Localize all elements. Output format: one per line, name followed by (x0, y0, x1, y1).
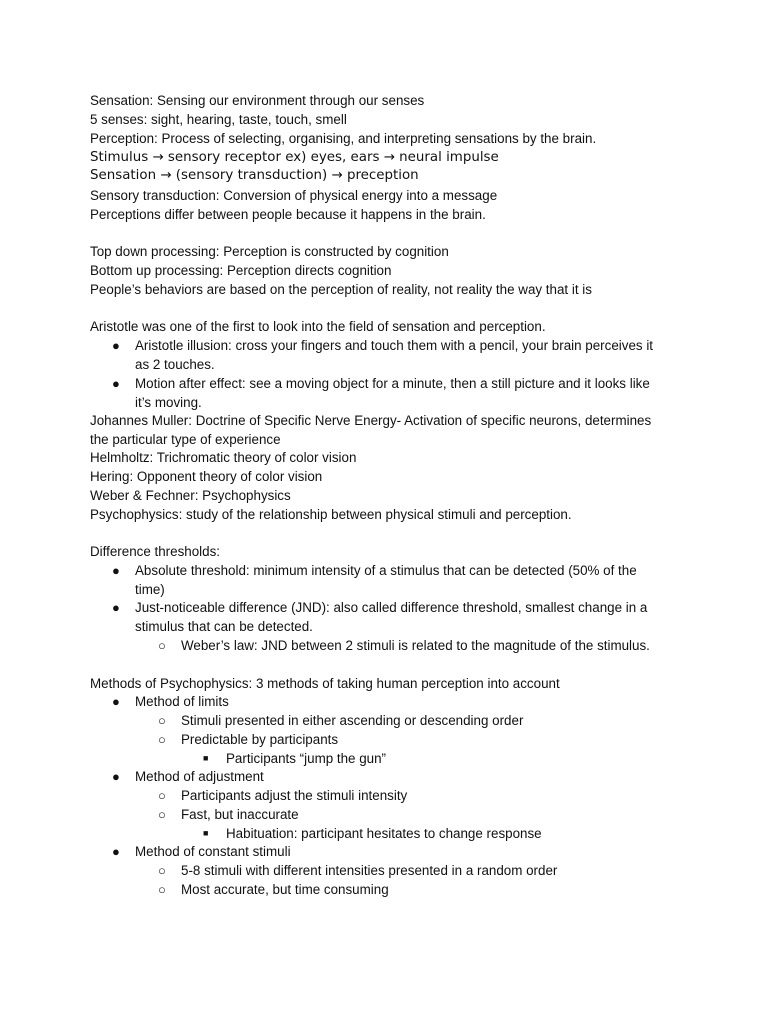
list-item: Weber’s law: JND between 2 stimuli is related to the magnitude of the stimulus. (181, 638, 650, 653)
text-line: Sensation → (sensory transduction) → preception (90, 168, 419, 183)
list-item: Fast, but inaccurate (181, 807, 299, 822)
list-item: Participants “jump the gun” (226, 751, 387, 766)
list-item: Method of constant stimuli (135, 844, 291, 859)
list-item: Absolute threshold: minimum intensity of a stimulus that can be detected (50% of the (135, 563, 637, 578)
text-line: Weber & Fechner: Psychophysics (90, 488, 291, 503)
bullet-icon: ● (112, 694, 120, 709)
text-line: Helmholtz: Trichromatic theory of color vision (90, 450, 357, 465)
list-item: Motion after effect: see a moving object for a minute, then a still picture and it looks like (135, 376, 650, 391)
list-item: Most accurate, but time consuming (181, 882, 389, 897)
circle-bullet-icon: ○ (158, 638, 166, 653)
text-line: People’s behaviors are based on the perception of reality, not reality the way that it is (90, 282, 592, 297)
bullet-icon: ● (112, 600, 120, 615)
text-line: Difference thresholds: (90, 544, 221, 559)
text-line: 5 senses: sight, hearing, taste, touch, smell (90, 112, 347, 127)
circle-bullet-icon: ○ (158, 882, 166, 897)
list-item-continuation: stimulus that can be detected. (135, 619, 313, 634)
circle-bullet-icon: ○ (158, 788, 166, 803)
bullet-icon: ● (112, 844, 120, 859)
text-line: Stimulus → sensory receptor ex) eyes, ears → neural impulse (90, 150, 499, 165)
text-line: Bottom up processing: Perception directs cognition (90, 263, 392, 278)
bullet-icon: ● (112, 769, 120, 784)
text-line: Hering: Opponent theory of color vision (90, 469, 323, 484)
text-line: Sensation: Sensing our environment through our senses (90, 93, 425, 108)
text-line: Psychophysics: study of the relationship between physical stimuli and perception. (90, 507, 572, 522)
text-line: Methods of Psychophysics: 3 methods of taking human perception into account (90, 676, 560, 691)
list-item: Just-noticeable difference (JND): also called difference threshold, smallest change in a (135, 600, 648, 615)
list-item-continuation: time) (135, 582, 165, 597)
text-line: the particular type of experience (90, 432, 281, 447)
list-item: Method of adjustment (135, 769, 264, 784)
square-bullet-icon: ■ (203, 828, 209, 838)
text-line: Aristotle was one of the first to look into the field of sensation and perception. (90, 319, 546, 334)
bullet-icon: ● (112, 338, 120, 353)
text-line: Sensory transduction: Conversion of physical energy into a message (90, 188, 498, 203)
text-line: Johannes Muller: Doctrine of Specific Nerve Energy- Activation of specific neurons, determines (90, 413, 652, 428)
circle-bullet-icon: ○ (158, 732, 166, 747)
list-item-continuation: as 2 touches. (135, 357, 215, 372)
square-bullet-icon: ■ (203, 753, 209, 763)
list-item: Aristotle illusion: cross your fingers and touch them with a pencil, your brain perceives it (135, 338, 654, 353)
bullet-icon: ● (112, 563, 120, 578)
circle-bullet-icon: ○ (158, 807, 166, 822)
text-line: Perceptions differ between people because it happens in the brain. (90, 207, 486, 222)
text-line: Perception: Process of selecting, organising, and interpreting sensations by the brain. (90, 131, 597, 146)
list-item: Stimuli presented in either ascending or descending order (181, 713, 524, 728)
circle-bullet-icon: ○ (158, 713, 166, 728)
list-item: Participants adjust the stimuli intensity (181, 788, 408, 803)
list-item: 5-8 stimuli with different intensities presented in a random order (181, 863, 558, 878)
list-item: Predictable by participants (181, 732, 339, 747)
circle-bullet-icon: ○ (158, 863, 166, 878)
list-item-continuation: it’s moving. (135, 395, 202, 410)
list-item: Habituation: participant hesitates to change response (226, 826, 542, 841)
list-item: Method of limits (135, 694, 229, 709)
text-line: Top down processing: Perception is constructed by cognition (90, 244, 449, 259)
bullet-icon: ● (112, 376, 120, 391)
